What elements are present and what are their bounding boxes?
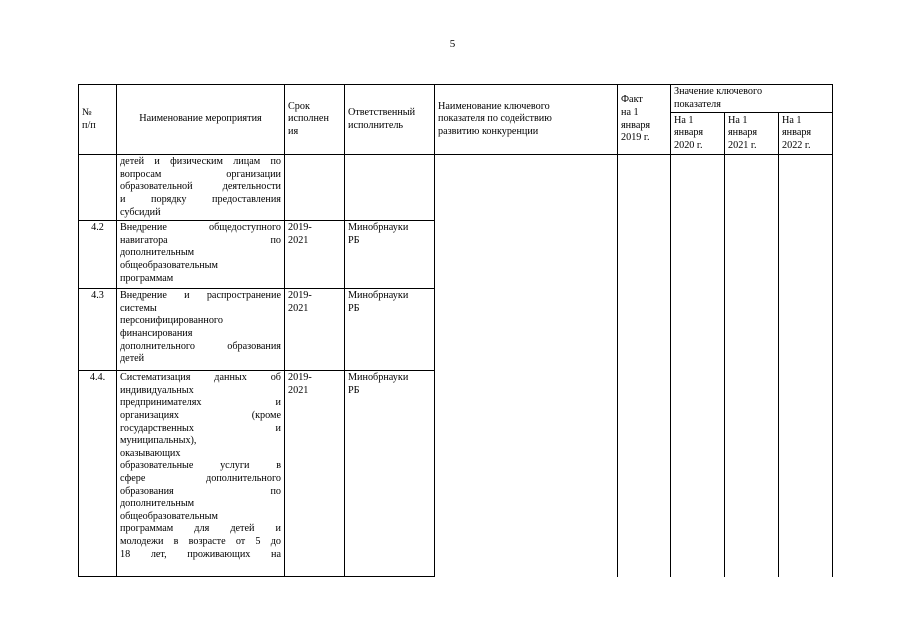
header-year-2020: На 1 января 2020 г. <box>671 113 725 155</box>
row-term: 2019- 2021 <box>285 289 345 371</box>
header-responsible: Ответственный исполнитель <box>345 85 435 155</box>
row-event-text: Внедрение общедоступного навигатора по дополнительным общеобразовательным программам <box>117 221 285 289</box>
header-fact: Факт на 1 января 2019 г. <box>618 85 671 155</box>
row-num <box>79 155 117 221</box>
row-event-text: Внедрение и распространение системы персонифицированного финансирования дополнительного образования детей <box>117 289 285 371</box>
row-event-text: Систематизация данных об индивидуальных предпринимателях и организациях (кроме государственных и муниципальных), оказывающих образовательные услуги в сфере дополнительного образования по дополнительным общеобразовательным программам для детей и молодежи в возрасте от 5 до 18 лет, проживающих на <box>117 371 285 577</box>
row-event-text: детей и физическим лицам по вопросам организации образовательной деятельности и порядку предоставления субсидий <box>117 155 285 221</box>
row-num: 4.3 <box>79 289 117 371</box>
header-num: № п/п <box>79 85 117 155</box>
value-2021-cell <box>725 155 779 577</box>
header-term: Срок исполнен ия <box>285 85 345 155</box>
row-responsible <box>345 155 435 221</box>
row-term: 2019- 2021 <box>285 221 345 289</box>
header-year-2022: На 1 января 2022 г. <box>779 113 833 155</box>
row-num: 4.4. <box>79 371 117 577</box>
fact-cell <box>618 155 671 577</box>
header-year-2021: На 1 января 2021 г. <box>725 113 779 155</box>
header-event-name: Наименование мероприятия <box>117 85 285 155</box>
measures-table <box>78 84 833 577</box>
row-responsible: Минобрнауки РБ <box>345 289 435 371</box>
row-responsible: Минобрнауки РБ <box>345 371 435 577</box>
value-2020-cell <box>671 155 725 577</box>
page-number: 5 <box>449 38 456 50</box>
row-num: 4.2 <box>79 221 117 289</box>
table-row <box>79 155 833 221</box>
row-term: 2019- 2021 <box>285 371 345 577</box>
row-term <box>285 155 345 221</box>
header-indicator-name: Наименование ключевого показателя по содействию развитию конкуренции <box>435 85 618 155</box>
row-responsible: Минобрнауки РБ <box>345 221 435 289</box>
value-2022-cell <box>779 155 833 577</box>
indicator-name-cell <box>435 155 618 577</box>
header-value-group: Значение ключевого показателя <box>671 85 833 113</box>
